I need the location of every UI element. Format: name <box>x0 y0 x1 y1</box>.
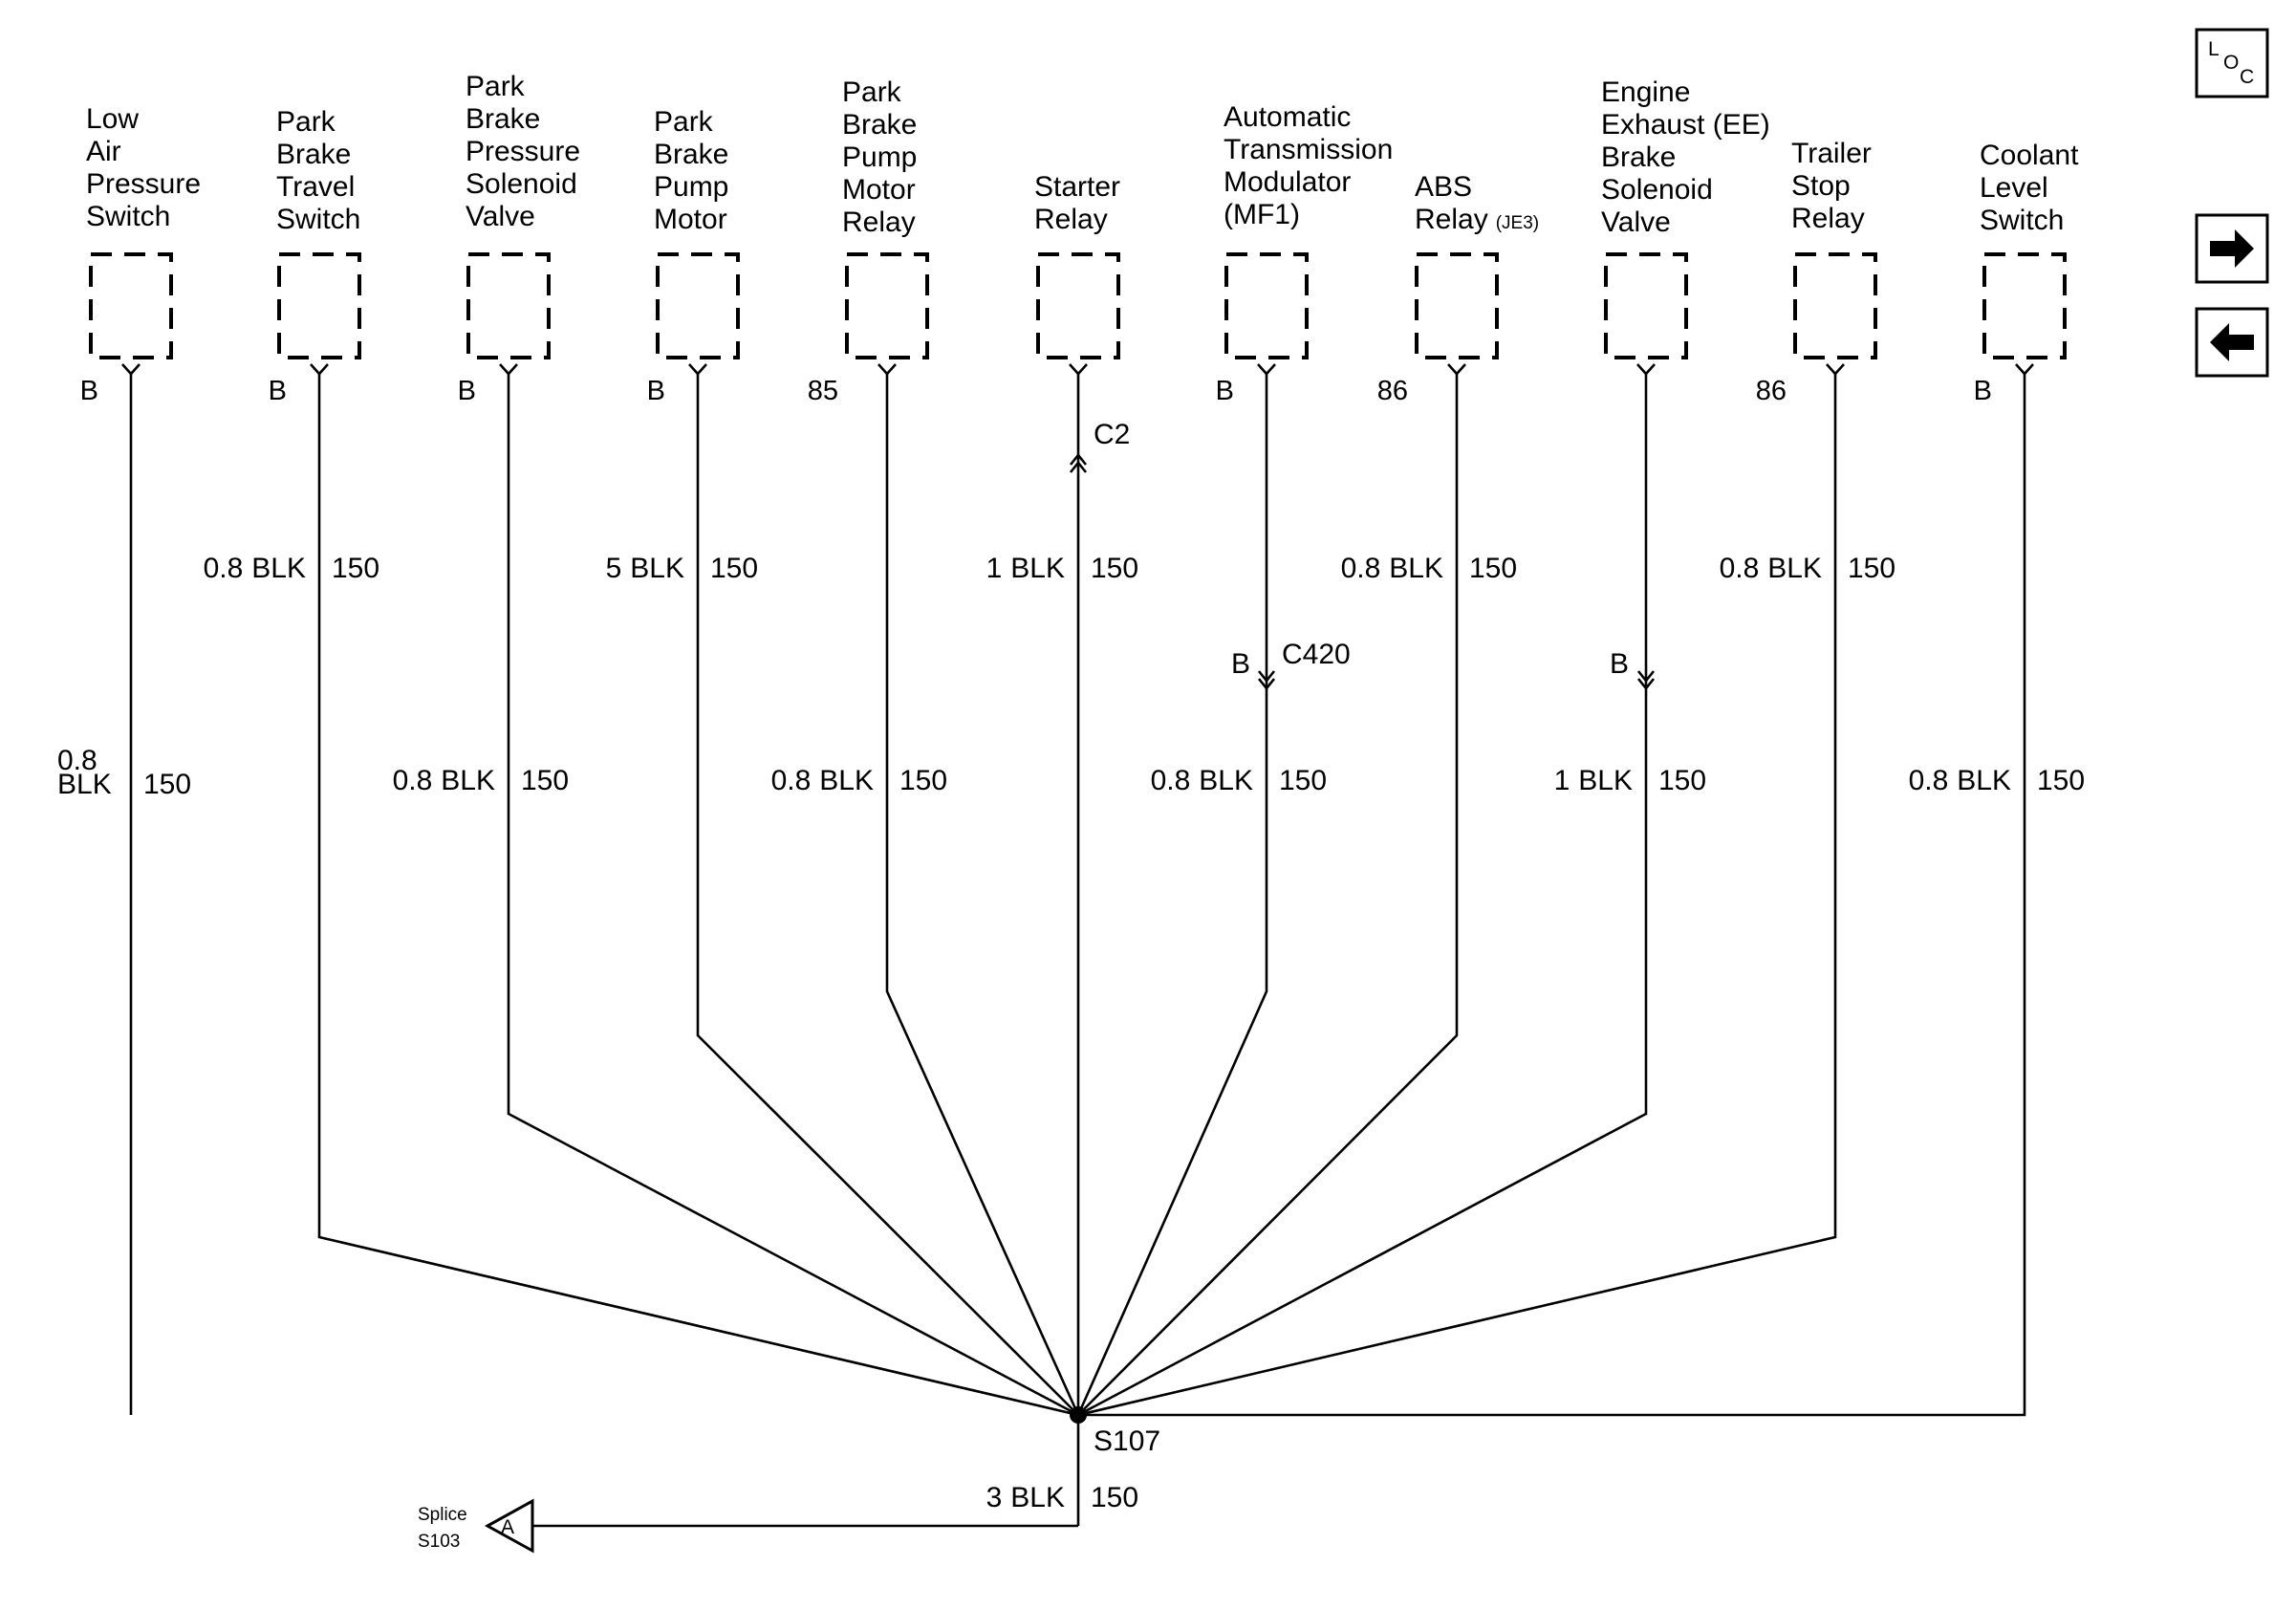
wire-gauge: 0.8 <box>770 765 812 796</box>
component-name-line: Park <box>276 106 336 138</box>
component-box <box>1606 254 1686 358</box>
pin-label: B <box>79 376 98 406</box>
terminal-symbol <box>878 364 896 374</box>
component-name-line: Relay <box>1034 204 1108 235</box>
component-name-line: Park <box>466 71 525 102</box>
terminal-symbol <box>122 364 140 374</box>
component-name-line: Brake <box>842 109 918 141</box>
component-name-line: Low <box>86 103 140 135</box>
connector-label: C2 <box>1094 419 1131 450</box>
wire-circuit: 150 <box>899 765 948 796</box>
terminal-symbol <box>500 364 517 374</box>
component-name-line: Pump <box>654 171 729 203</box>
component-name-line: Valve <box>1601 207 1671 238</box>
component-name-line: Brake <box>654 139 729 170</box>
wire-color: BLK <box>1199 765 1253 796</box>
pin-label: B <box>1973 376 1992 406</box>
component-name-line: Switch <box>1980 205 2065 236</box>
component-name-line: Automatic <box>1224 101 1352 133</box>
component-name-line: (MF1) <box>1224 199 1300 230</box>
component-box <box>279 254 359 358</box>
pin-label: 86 <box>1755 376 1787 406</box>
prev-page-button[interactable] <box>2197 309 2267 376</box>
component-box <box>91 254 171 358</box>
loc-button[interactable] <box>2197 30 2267 97</box>
wire-3 <box>509 374 1078 1415</box>
wire-circuit: 150 <box>1848 553 1896 584</box>
component-6 <box>1034 171 1120 374</box>
labels-layer <box>57 419 2085 800</box>
next-page-button[interactable] <box>2197 215 2267 282</box>
offpage-splice-id: S103 <box>418 1532 461 1552</box>
component-name-line: Motor <box>654 204 727 235</box>
component-box <box>468 254 549 358</box>
pin-label: B <box>268 376 287 406</box>
wire-7 <box>1078 374 1267 1415</box>
wire-gauge-color <box>204 553 306 584</box>
components-layer <box>80 71 2079 406</box>
wire-gauge: 0.8 <box>1150 765 1191 796</box>
wire-circuit: 150 <box>332 553 380 584</box>
component-3 <box>458 71 580 406</box>
component-name-line: Pressure <box>86 168 202 200</box>
offpage-connector-letter: A <box>500 1516 515 1538</box>
component-box <box>1417 254 1497 358</box>
wire-color: BLK <box>819 765 874 796</box>
wire-gauge: 0.8 <box>203 553 244 584</box>
wire-circuit: 150 <box>521 765 570 796</box>
wire-gauge-color <box>606 553 684 584</box>
wire-gauge-color <box>771 765 874 796</box>
pin-label: 86 <box>1376 376 1408 406</box>
wire-circuit: 150 <box>710 553 759 584</box>
component-name-line: Switch <box>276 204 361 235</box>
wire-circuit: 150 <box>1091 553 1139 584</box>
component-7 <box>1216 101 1394 406</box>
wire-gauge: 0.8 <box>1908 765 1949 796</box>
component-name-line: Exhaust (EE) <box>1601 109 1770 141</box>
component-2 <box>269 106 361 406</box>
terminal-symbol <box>1448 364 1465 374</box>
loc-letter-l: L <box>2208 38 2220 60</box>
component-name-line: Valve <box>466 201 535 232</box>
component-name-line: Travel <box>276 171 356 203</box>
wire-color: BLK <box>1010 553 1065 584</box>
wire-color: BLK <box>441 765 495 796</box>
output-wire-color: BLK <box>1010 1482 1065 1513</box>
pin-label: 85 <box>807 376 838 406</box>
component-11 <box>1974 140 2079 406</box>
wire-circuit: 150 <box>1658 765 1707 796</box>
component-name-line: Switch <box>86 201 171 232</box>
wire-gauge: 0.8 <box>392 765 433 796</box>
component-box <box>1984 254 2065 358</box>
output-wire-gauge: 3 <box>986 1482 1003 1513</box>
component-box <box>847 254 927 358</box>
wire-color: BLK <box>57 769 112 800</box>
component-name-line: Brake <box>1601 141 1677 173</box>
component-name-line: ABS <box>1415 171 1473 203</box>
component-name-line: Coolant <box>1980 140 2079 171</box>
component-name-line: Level <box>1980 172 2048 204</box>
component-8 <box>1377 171 1539 406</box>
terminal-symbol <box>1070 364 1087 374</box>
wire-circuit: 150 <box>1279 765 1328 796</box>
component-name-line: Transmission <box>1224 134 1394 165</box>
loc-letter-c: C <box>2240 66 2255 88</box>
output-wire-circuit: 150 <box>1091 1482 1139 1513</box>
wire-color: BLK <box>1389 553 1443 584</box>
terminal-symbol <box>1258 364 1275 374</box>
wire-color: BLK <box>1578 765 1633 796</box>
offpage-splice-label: Splice <box>418 1505 467 1525</box>
component-name-suffix: (JE3) <box>1495 213 1540 233</box>
wire-circuit: 150 <box>1469 553 1518 584</box>
component-name-line: Relay <box>1791 203 1865 234</box>
component-name-line: Modulator <box>1224 166 1352 198</box>
wire-11 <box>1078 374 2025 1415</box>
wire-gauge: 5 <box>605 553 622 584</box>
wire-circuit: 150 <box>2037 765 2086 796</box>
component-name-line: Air <box>86 136 121 167</box>
component-box <box>658 254 738 358</box>
wire-gauge-color <box>1151 765 1253 796</box>
connector-pin-label: B <box>1610 648 1630 680</box>
wire-gauge: 0.8 <box>1340 553 1381 584</box>
pin-label: B <box>1215 376 1234 406</box>
terminal-symbol <box>689 364 706 374</box>
output-wire <box>418 1415 1138 1552</box>
wire-5 <box>887 374 1078 1415</box>
wire-gauge-color <box>986 553 1065 584</box>
component-name-line: Stop <box>1791 170 1851 202</box>
terminal-symbol <box>311 364 328 374</box>
component-5 <box>808 76 927 406</box>
component-name-line: Motor <box>842 174 916 206</box>
wire-color: BLK <box>1767 553 1822 584</box>
terminal-symbol <box>1637 364 1655 374</box>
wire-gauge-color <box>1341 553 1443 584</box>
wire-gauge: 0.8 <box>1719 553 1760 584</box>
component-name-line: Solenoid <box>1601 174 1713 206</box>
component-name-line: Brake <box>466 103 541 135</box>
wire-9 <box>1078 374 1646 1415</box>
component-name-line: Pressure <box>466 136 581 167</box>
wire-gauge: 1 <box>1553 765 1570 796</box>
component-name-line: Brake <box>276 139 352 170</box>
terminal-symbol <box>2016 364 2033 374</box>
wire-gauge-color <box>1554 765 1633 796</box>
wire-color: BLK <box>1957 765 2011 796</box>
component-name-line: Park <box>654 106 713 138</box>
pin-label: B <box>646 376 665 406</box>
component-9 <box>1601 76 1770 374</box>
splice-label: S107 <box>1094 1425 1161 1457</box>
output-wire-gauge-color <box>986 1482 1065 1513</box>
connector-pin-label: B <box>1231 648 1251 680</box>
component-name-line: Relay (JE3) <box>1415 204 1540 235</box>
wire-gauge-color <box>393 765 495 796</box>
wire-gauge-color <box>1720 553 1822 584</box>
component-box <box>1226 254 1307 358</box>
connector-label: C420 <box>1282 639 1351 670</box>
component-name-line: Engine <box>1601 76 1691 108</box>
pin-label: B <box>457 376 476 406</box>
component-10 <box>1756 138 1875 406</box>
component-box <box>1795 254 1875 358</box>
component-name-line: Park <box>842 76 901 108</box>
component-name-line: Trailer <box>1791 138 1872 169</box>
wire-circuit: 150 <box>143 769 192 800</box>
component-name-line: Solenoid <box>466 168 577 200</box>
loc-letter-o: O <box>2223 52 2240 74</box>
component-name-line: Relay <box>842 207 916 238</box>
wire-gauge: 1 <box>986 553 1003 584</box>
wire-color: BLK <box>251 553 306 584</box>
wire-gauge-color <box>1909 765 2011 796</box>
wire-color: BLK <box>630 553 684 584</box>
wire-gauge: 0.8 <box>57 745 97 776</box>
wires-layer <box>131 374 2025 1415</box>
component-4 <box>647 106 738 406</box>
component-name-line: Starter <box>1034 171 1121 203</box>
terminal-symbol <box>1827 364 1844 374</box>
component-1 <box>80 103 201 406</box>
component-box <box>1038 254 1118 358</box>
component-name-line: Pump <box>842 141 918 173</box>
